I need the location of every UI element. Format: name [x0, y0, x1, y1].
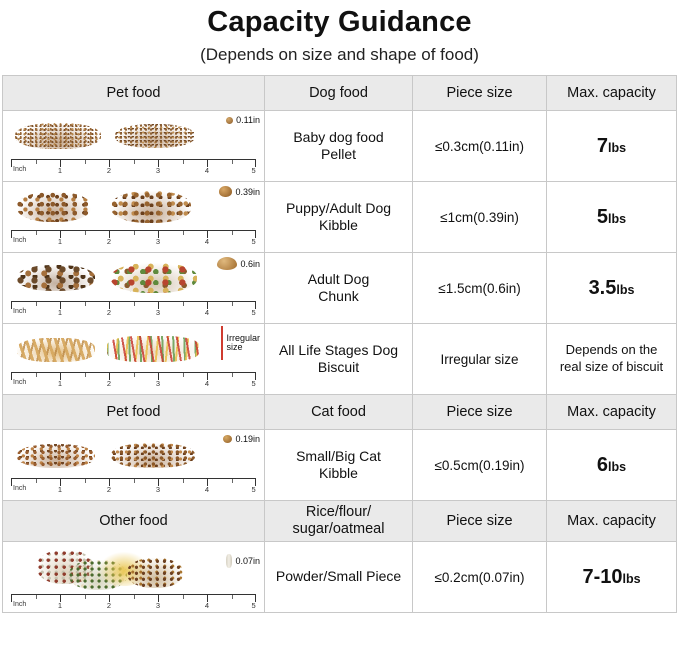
- food-type-cell: [265, 111, 413, 182]
- food-image-cell: [3, 542, 265, 613]
- ruler-label: 1: [57, 601, 63, 610]
- capacity-cell: [547, 182, 677, 253]
- ruler-label: 1: [57, 379, 63, 388]
- ruler-label: 1: [57, 166, 63, 175]
- table-row: [3, 430, 677, 501]
- ruler-label: 5: [251, 485, 256, 494]
- marker-label: 0.39in: [235, 186, 260, 197]
- capacity-cell: [547, 542, 677, 613]
- header-piece-size: Piece size: [413, 76, 547, 111]
- irregular-size-bar: [221, 326, 223, 360]
- section-header-other: [3, 501, 677, 542]
- marker-label: 0.11in: [236, 115, 260, 125]
- ruler-label: 5: [251, 308, 256, 317]
- capacity-number: 7: [596, 134, 609, 157]
- section-header-cat: [3, 395, 677, 430]
- piece-size-marker: [217, 257, 260, 270]
- ruler: [11, 230, 256, 249]
- header-cat-food: Cat food: [265, 395, 413, 430]
- food-type-line1: Powder/Small Piece: [275, 568, 402, 585]
- header-dog-food: Dog food: [265, 76, 413, 111]
- ruler: [11, 372, 256, 391]
- food-type-line2: Chunk: [318, 288, 359, 304]
- header-pet-food: Pet food: [3, 76, 265, 111]
- marker-label: 0.6in: [240, 258, 260, 269]
- capacity-cell: [547, 324, 677, 395]
- capacity-number: 7-10: [582, 565, 623, 588]
- ruler-label: 4: [204, 485, 210, 494]
- ruler: [11, 301, 256, 320]
- food-image-cell: [3, 253, 265, 324]
- ruler-label: Inch: [13, 601, 27, 608]
- ruler-label: 4: [204, 308, 210, 317]
- ruler-label: 1: [57, 308, 63, 317]
- ruler-label: 2: [106, 601, 112, 610]
- food-type-cell: [265, 430, 413, 501]
- food-type-line1: All Life Stages Dog: [278, 341, 399, 358]
- ruler-label: 2: [106, 166, 112, 175]
- ruler-label: Inch: [13, 485, 27, 492]
- capacity-text-line1: Depends on the: [565, 342, 658, 358]
- capacity-unit: lbs: [608, 140, 627, 155]
- ruler-label: 2: [106, 379, 112, 388]
- piece-size-cell: ≤1.5cm(0.6in): [413, 253, 547, 324]
- piece-size-marker: [226, 115, 260, 125]
- capacity-unit: lbs: [608, 211, 627, 226]
- capacity-number: 3.5: [588, 276, 617, 299]
- ruler: [11, 594, 256, 613]
- piece-size-marker: [226, 554, 260, 568]
- ruler-label: 4: [204, 379, 210, 388]
- food-image-cell: [3, 324, 265, 395]
- capacity-unit: lbs: [608, 459, 627, 474]
- header-max-capacity: Max. capacity: [547, 501, 677, 542]
- ruler-label: 3: [155, 308, 161, 317]
- ruler-label: 5: [251, 379, 256, 388]
- header-piece-size: Piece size: [413, 395, 547, 430]
- header-rice-flour: Rice/flour/ sugar/oatmeal: [265, 501, 413, 542]
- marker-label: 0.07in: [235, 556, 260, 566]
- header-max-capacity: Max. capacity: [547, 76, 677, 111]
- ruler-label: 1: [57, 485, 63, 494]
- marker-label: Irregular size: [226, 332, 260, 352]
- piece-size-marker: [219, 186, 260, 197]
- capacity-cell: [547, 430, 677, 501]
- ruler-label: 5: [251, 166, 256, 175]
- food-type-line1: Adult Dog: [307, 270, 370, 287]
- header-other-food: Other food: [3, 501, 265, 542]
- piece-size-cell: ≤0.3cm(0.11in): [413, 111, 547, 182]
- capacity-cell: [547, 111, 677, 182]
- food-image-cell: [3, 182, 265, 253]
- section-header-dog: [3, 76, 677, 111]
- marker-label: 0.19in: [235, 434, 260, 444]
- piece-size-cell: ≤0.2cm(0.07in): [413, 542, 547, 613]
- header-max-capacity: Max. capacity: [547, 395, 677, 430]
- ruler-label: 4: [204, 601, 210, 610]
- page-title: Capacity Guidance: [207, 6, 472, 38]
- ruler-label: Inch: [13, 237, 27, 244]
- ruler-label: 5: [251, 601, 256, 610]
- piece-size-cell: ≤0.5cm(0.19in): [413, 430, 547, 501]
- ruler-label: 1: [57, 237, 63, 246]
- food-type-line2: Kibble: [319, 465, 358, 481]
- food-type-line2: Kibble: [319, 217, 358, 233]
- food-type-line1: Small/Big Cat: [296, 447, 381, 464]
- ruler-label: Inch: [13, 166, 27, 173]
- ruler-label: 2: [106, 485, 112, 494]
- piece-size-cell: Irregular size: [413, 324, 547, 395]
- piece-size-cell: ≤1cm(0.39in): [413, 182, 547, 253]
- header-pet-food: Pet food: [3, 395, 265, 430]
- food-type-line1: Baby dog food: [293, 128, 384, 145]
- capacity-number: 6: [596, 453, 609, 476]
- food-image-cell: [3, 111, 265, 182]
- capacity-number: 5: [596, 205, 609, 228]
- ruler-label: 3: [155, 379, 161, 388]
- piece-size-marker: [223, 434, 260, 444]
- ruler-label: 3: [155, 485, 161, 494]
- ruler-label: 3: [155, 237, 161, 246]
- food-type-line1: Puppy/Adult Dog: [285, 199, 392, 216]
- food-type-cell: [265, 324, 413, 395]
- table-row: [3, 324, 677, 395]
- piece-size-marker: [221, 326, 260, 360]
- ruler-label: 2: [106, 237, 112, 246]
- capacity-cell: [547, 253, 677, 324]
- ruler-label: 4: [204, 237, 210, 246]
- ruler-label: 5: [251, 237, 256, 246]
- page-subtitle: (Depends on size and shape of food): [200, 45, 479, 64]
- table-row: [3, 182, 677, 253]
- ruler-label: Inch: [13, 308, 27, 315]
- food-image-cell: [3, 430, 265, 501]
- ruler-label: 3: [155, 166, 161, 175]
- table-row: [3, 253, 677, 324]
- food-type-line2: Pellet: [320, 146, 357, 162]
- ruler-label: Inch: [13, 379, 27, 386]
- food-type-cell: [265, 182, 413, 253]
- food-type-line2: Biscuit: [317, 359, 360, 375]
- header-piece-size: Piece size: [413, 501, 547, 542]
- capacity-unit: lbs: [622, 571, 641, 586]
- ruler: [11, 478, 256, 497]
- capacity-text-line2: real size of biscuit: [559, 359, 664, 374]
- ruler-label: 4: [204, 166, 210, 175]
- ruler-label: 2: [106, 308, 112, 317]
- table-row: [3, 111, 677, 182]
- table-row: [3, 542, 677, 613]
- capacity-table: [2, 75, 677, 613]
- ruler: [11, 159, 256, 178]
- capacity-unit: lbs: [616, 282, 635, 297]
- food-type-cell: [265, 542, 413, 613]
- food-type-cell: [265, 253, 413, 324]
- capacity-guidance-page: [0, 4, 679, 671]
- ruler-label: 3: [155, 601, 161, 610]
